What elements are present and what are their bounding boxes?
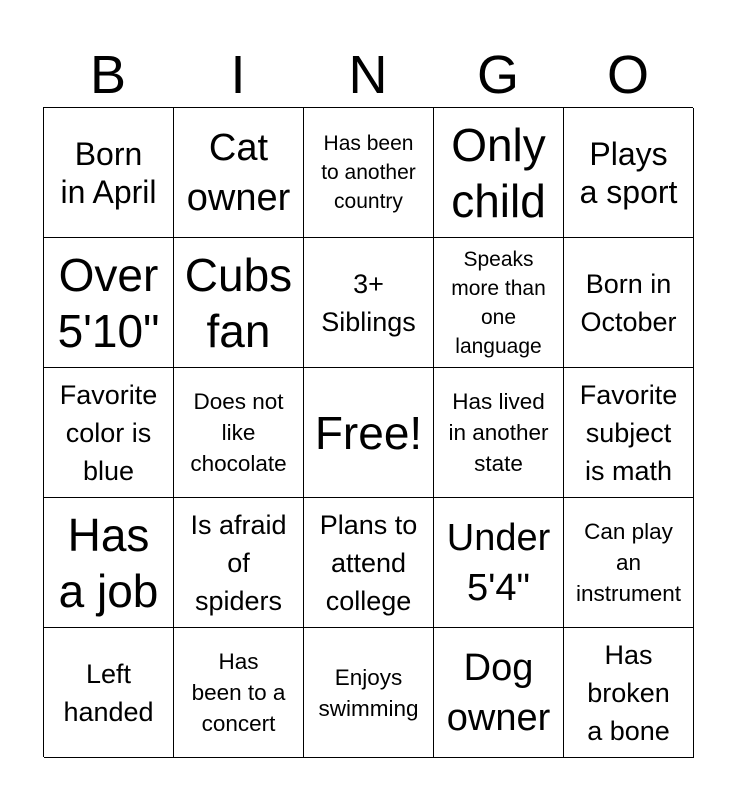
bingo-cell-label: Has been to another country [321,132,416,213]
bingo-cell[interactable] [564,498,694,628]
header-letter-b: B [89,45,127,105]
bingo-cell[interactable] [564,108,694,238]
bingo-header [43,44,693,106]
bingo-cell-label: Favorite subject is math [579,379,678,486]
bingo-cell[interactable] [174,498,304,628]
bingo-cell-label: Over 5'10" [57,248,160,357]
bingo-cell-label: Enjoys swimming [318,664,419,721]
bingo-cell-label: Born in April [60,135,157,210]
bingo-cell[interactable] [174,368,304,498]
bingo-cell[interactable] [434,498,564,628]
bingo-cell[interactable] [44,108,174,238]
bingo-cell[interactable] [44,368,174,498]
bingo-cell-label: Dog owner [446,646,551,739]
bingo-cell-label: Has been to a concert [191,649,286,736]
bingo-cell-label: 3+ Siblings [321,268,416,337]
bingo-cell-label: Has a job [58,508,159,617]
bingo-cell-label: Plans to attend college [319,509,418,616]
bingo-cell-label: Speaks more than one language [451,247,546,358]
bingo-cell-label: Cubs fan [184,248,293,357]
bingo-cell[interactable] [174,628,304,758]
bingo-cell[interactable] [564,238,694,368]
bingo-cell-label: Cat owner [186,126,291,219]
header-letter-o: O [606,45,649,105]
bingo-cell[interactable] [44,628,174,758]
bingo-cell[interactable] [434,628,564,758]
bingo-cell[interactable] [304,238,434,368]
bingo-cell[interactable] [304,108,434,238]
bingo-cell[interactable] [564,368,694,498]
header-letter-n: N [348,45,388,105]
bingo-cell-label: Only child [451,118,546,227]
bingo-cell-label: Born in October [580,268,677,337]
bingo-cell-label: Left handed [63,658,154,727]
bingo-cell-label: Free! [314,406,423,459]
bingo-cell[interactable] [564,628,694,758]
bingo-cell[interactable] [434,238,564,368]
bingo-cell[interactable] [174,108,304,238]
bingo-cell-label: Can play an instrument [575,519,682,606]
bingo-cell[interactable] [434,108,564,238]
bingo-cell[interactable] [44,238,174,368]
header-letter-i: I [230,45,246,105]
bingo-cell-label: Has lived in another state [448,389,549,476]
bingo-cell[interactable] [304,628,434,758]
bingo-cell-label: Under 5'4" [446,516,551,609]
bingo-cell[interactable] [174,238,304,368]
bingo-cell-label: Plays a sport [579,135,678,210]
bingo-cell-label: Is afraid of spiders [190,509,287,616]
bingo-cell-label: Has broken a bone [587,639,670,746]
bingo-cell[interactable] [434,368,564,498]
bingo-cell[interactable] [304,498,434,628]
bingo-card-grid [43,107,693,757]
header-letter-g: G [476,45,519,105]
bingo-cell-label: Does not like chocolate [190,389,287,476]
bingo-cell-label: Favorite color is blue [59,379,158,486]
bingo-cell[interactable] [304,368,434,498]
bingo-cell[interactable] [44,498,174,628]
